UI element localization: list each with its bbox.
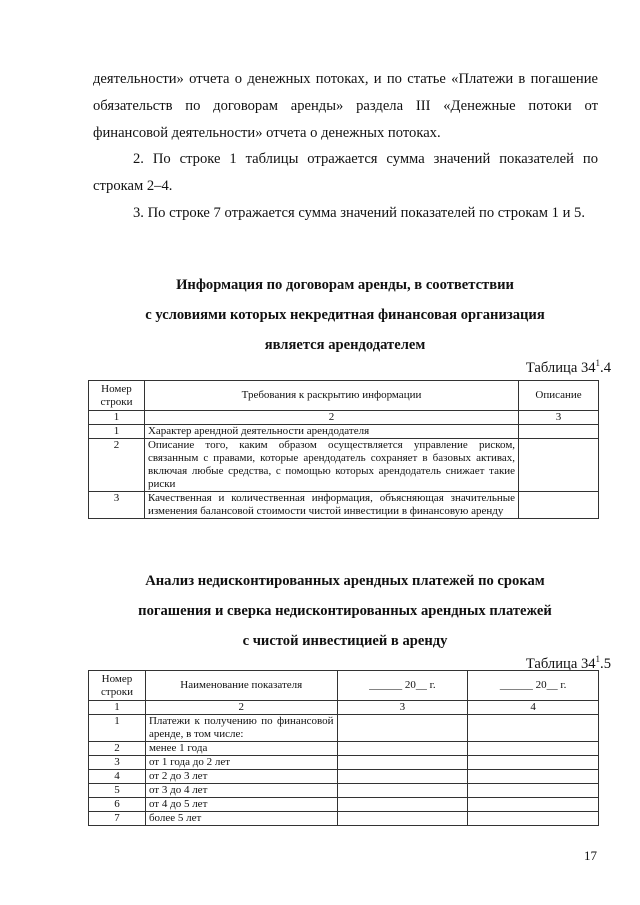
row-value [468, 742, 599, 756]
table-row [89, 715, 599, 742]
table2-heading-line: с чистой инвестицией в аренду [242, 633, 448, 649]
table-row [89, 756, 599, 770]
row-value [468, 770, 599, 784]
row-text: от 3 до 4 лет [145, 784, 337, 798]
row-text: менее 1 года [145, 742, 337, 756]
row-text: от 4 до 5 лет [145, 798, 337, 812]
table1-header-num: Номер строки [89, 381, 145, 411]
table2-colnum: 2 [145, 701, 337, 715]
row-value [337, 784, 468, 798]
table2-label-sup: 1 [595, 654, 601, 664]
row-desc [519, 425, 599, 439]
row-number: 3 [89, 756, 146, 770]
row-text: от 2 до 3 лет [145, 770, 337, 784]
paragraph-continuation: деятельности» отчета о денежных потоках, и по статье «Платежи в погашение обязательств по договорам аренды» раздела III «Денежные потоки от финансовой деятельности» отчета о денежных потоках. [93, 71, 598, 141]
table1-header-row [89, 381, 599, 411]
table1-colnum: 2 [144, 411, 518, 425]
table1-heading [80, 270, 610, 360]
page-number: 17 [584, 848, 597, 863]
table1-label-prefix: Таблица 34 [525, 360, 596, 376]
table1-label [526, 354, 611, 377]
table1-heading-line: Информация по договорам аренды, в соответствии [176, 277, 514, 293]
row-number: 1 [89, 425, 145, 439]
row-text: Характер арендной деятельности арендодателя [144, 425, 518, 439]
table2-header-name: Наименование показателя [145, 671, 337, 701]
row-desc [519, 492, 599, 519]
table1-colnum: 1 [89, 411, 145, 425]
table2-colnum-row [89, 701, 599, 715]
table1 [88, 380, 599, 519]
table1-header-desc: Описание [519, 381, 599, 411]
table-row [89, 770, 599, 784]
row-value [468, 812, 599, 826]
table-row [89, 784, 599, 798]
table-row [89, 425, 599, 439]
table2-label-suffix: .5 [600, 656, 611, 672]
table-row [89, 812, 599, 826]
row-value [337, 756, 468, 770]
row-number: 1 [89, 715, 146, 742]
table-row [89, 439, 599, 492]
row-text: Описание того, каким образом осуществляется управление риском, связанным с правами, которые арендодатель сохраняет в базовых активах, включая любые средства, с помощью которых арендодатель снижает такие риски [144, 439, 518, 492]
row-value [468, 756, 599, 770]
table2-header-year2: ______ 20__ г. [468, 671, 599, 701]
table2-label-prefix: Таблица 34 [525, 656, 596, 672]
row-value [468, 784, 599, 798]
table-row [89, 798, 599, 812]
row-value [468, 715, 599, 742]
row-value [337, 770, 468, 784]
row-value [337, 715, 468, 742]
row-desc [519, 439, 599, 492]
paragraph-item-2: 2. По строке 1 таблицы отражается сумма значений показателей по строкам 2–4. [93, 151, 598, 194]
row-number: 3 [89, 492, 145, 519]
table1-colnum: 3 [519, 411, 599, 425]
row-text: более 5 лет [145, 812, 337, 826]
table-row [89, 742, 599, 756]
table2-heading-line: Анализ недисконтированных арендных платежей по срокам [145, 573, 545, 589]
row-value [337, 742, 468, 756]
table2-header-num: Номер строки [89, 671, 146, 701]
paragraph-item-3: 3. По строке 7 отражается сумма значений показателей по строкам 1 и 5. [133, 205, 585, 221]
table2-header-row [89, 671, 599, 701]
row-number: 5 [89, 784, 146, 798]
table1-colnum-row [89, 411, 599, 425]
table2-colnum: 1 [89, 701, 146, 715]
table1-heading-line: с условиями которых некредитная финансовая организация [145, 307, 545, 323]
row-value [337, 798, 468, 812]
row-value [337, 812, 468, 826]
table-row [89, 492, 599, 519]
table2 [88, 670, 599, 826]
table1-label-suffix: .4 [600, 360, 611, 376]
row-text: Платежи к получению по финансовой аренде, в том числе: [145, 715, 337, 742]
table2-colnum: 3 [337, 701, 468, 715]
table2-header-year1: ______ 20__ г. [337, 671, 468, 701]
table1-label-sup: 1 [595, 358, 601, 368]
table1-heading-line: является арендодателем [264, 337, 426, 353]
row-text: Качественная и количественная информация, объясняющая значительные изменения балансовой стоимости чистой инвестиции в финансовую аренду [144, 492, 518, 519]
table2-colnum: 4 [468, 701, 599, 715]
row-number: 4 [89, 770, 146, 784]
row-value [468, 798, 599, 812]
row-number: 6 [89, 798, 146, 812]
row-number: 7 [89, 812, 146, 826]
row-text: от 1 года до 2 лет [145, 756, 337, 770]
table1-header-req: Требования к раскрытию информации [144, 381, 518, 411]
row-number: 2 [89, 742, 146, 756]
table2-heading-line: погашения и сверка недисконтированных арендных платежей [138, 603, 552, 619]
table2-heading [80, 566, 610, 656]
row-number: 2 [89, 439, 145, 492]
